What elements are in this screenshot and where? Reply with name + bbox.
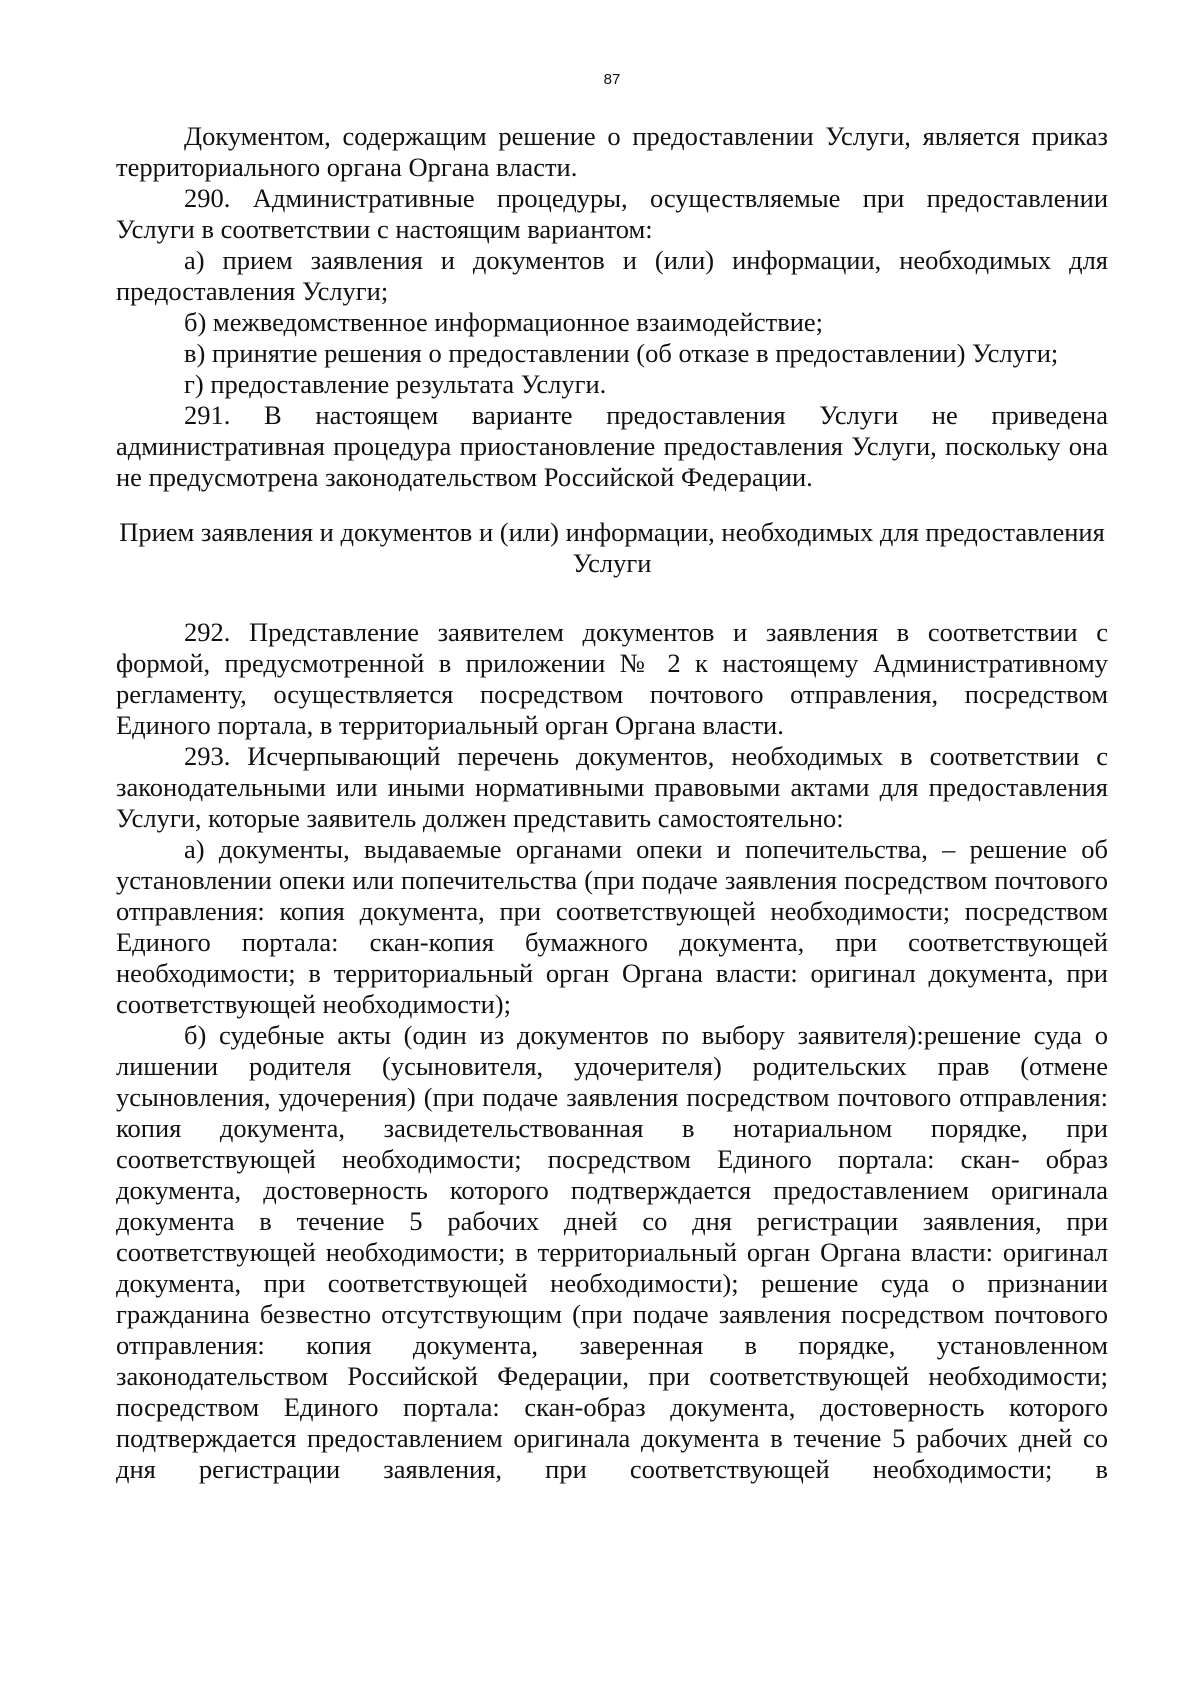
paragraph-290: 290. Административные процедуры, осуществляемые при предоставлении Услуги в соответствии с настоящим вариантом: [116, 183, 1108, 244]
paragraph-292: 292. Представление заявителем документов и заявления в соответствии с формой, предусмотренной в приложении № 2 к настоящему Административному регламенту, осуществляется посредством почтового отправления, посредством Единого портала, в территориальный орган Органа власти. [116, 617, 1108, 740]
paragraph-291: 291. В настоящем варианте предоставления Услуги не приведена административная процедура приостановление предоставления Услуги, поскольку она не предусмотрена законодательством Российской Федерации. [116, 400, 1108, 492]
list-item-b-court-acts: б) судебные акты (один из документов по выбору заявителя):решение суда о лишении родителя (усыновителя, удочерителя) родительских прав (отмене усыновления, удочерения) (при подаче заявления посредством почтового отправления: копия документа, засвидетельствованная в нотариальном порядке, при соответствующей необходимости; посредством Единого портала: скан- образ документа, достоверность которого подтверждается предоставлением оригинала документа в течение 5 рабочих дней со дня регистрации заявления, при соответствующей необходимости; в территориальный орган Органа власти: оригинал документа, при соответствующей необходимости); решение суда о признании гражданина безвестно отсутствующим (при подаче заявления посредством почтового отправления: копия документа, заверенная в порядке, установленном законодательством Российской Федерации, при соответствующей необходимости; посредством Единого портала: скан-образ документа, достоверность которого подтверждается предоставлением оригинала документа в течение 5 рабочих дней со дня регистрации заявления, при соответствующей необходимости; в [116, 1020, 1108, 1484]
list-item-a: а) прием заявления и документов и (или) информации, необходимых для предоставления Услуги; [116, 245, 1108, 306]
document-body [116, 121, 1108, 1485]
section-heading: Прием заявления и документов и (или) информации, необходимых для предоставления Услуги [119, 517, 1105, 578]
list-item-v: в) принятие решения о предоставлении (об отказе в предоставлении) Услуги; [184, 338, 1059, 368]
list-item-b: б) межведомственное информационное взаимодействие; [184, 307, 824, 337]
page-number: 87 [603, 71, 621, 88]
paragraph-293: 293. Исчерпывающий перечень документов, необходимых в соответствии с законодательными или иными нормативными правовыми актами для предоставления Услуги, которые заявитель должен представить самостоятельно: [116, 741, 1108, 833]
list-item-a-documents: а) документы, выдаваемые органами опеки и попечительства, – решение об установлении опеки или попечительства (при подаче заявления посредством почтового отправления: копия документа, при соответствующей необходимости; посредством Единого портала: скан-копия бумажного документа, при соответствующей необходимости; в территориальный орган Органа власти: оригинал документа, при соответствующей необходимости); [116, 834, 1108, 1019]
list-item-g: г) предоставление результата Услуги. [184, 369, 607, 399]
paragraph: Документом, содержащим решение о предоставлении Услуги, является приказ территориального органа Органа власти. [116, 121, 1108, 182]
